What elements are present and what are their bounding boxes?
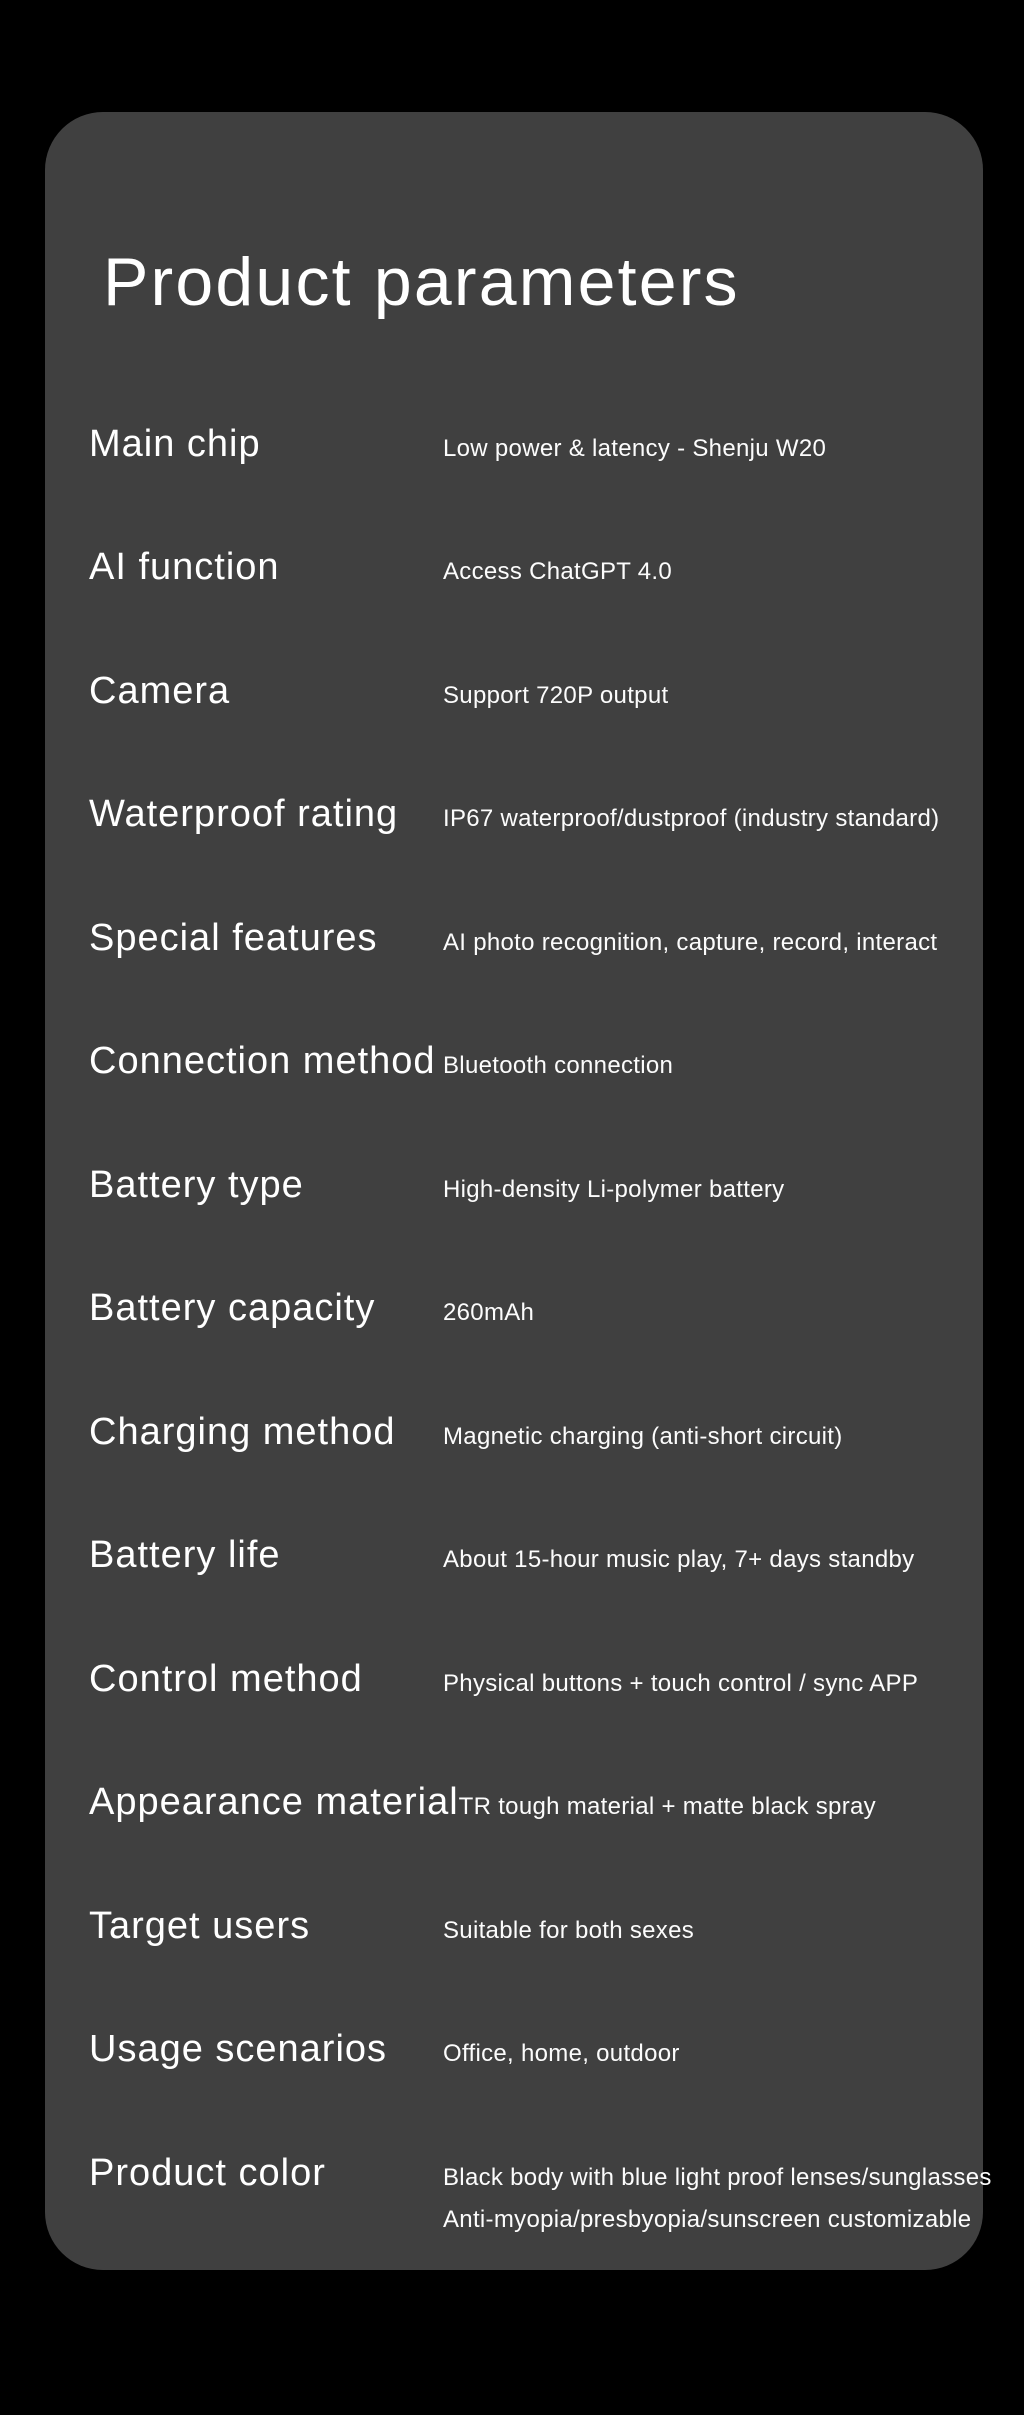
spec-value [443, 1416, 843, 1458]
spec-value [443, 1663, 918, 1705]
spec-row [89, 382, 979, 506]
spec-row [89, 506, 979, 630]
spec-value-line: Physical buttons + touch control / sync APP [443, 1669, 919, 1697]
spec-value [443, 1539, 914, 1581]
spec-value [443, 2157, 992, 2241]
spec-row [89, 1000, 979, 1124]
spec-value-line: Black body with blue light proof lenses/sunglasses [443, 2163, 992, 2191]
spec-value-line: Office, home, outdoor [443, 2040, 680, 2068]
spec-row [89, 1247, 979, 1371]
spec-value [443, 428, 826, 470]
spec-label: Control method [89, 1657, 363, 1700]
spec-value [443, 2033, 680, 2075]
spec-value-line: Anti-myopia/presbyopia/sunscreen customizable [443, 2205, 972, 2233]
spec-value-line: Magnetic charging (anti-short circuit) [443, 1422, 843, 1450]
spec-value-line: 260mAh [443, 1299, 535, 1327]
spec-value-line: Access ChatGPT 4.0 [443, 558, 673, 586]
spec-row [89, 753, 979, 877]
spec-label: Waterproof rating [89, 793, 399, 836]
spec-label: Target users [89, 1904, 311, 1947]
spec-row [89, 1741, 979, 1865]
spec-label: Appearance material [89, 1781, 459, 1824]
spec-value-line: Suitable for both sexes [443, 1916, 695, 1944]
spec-label: Connection method [89, 1040, 436, 1083]
product-parameters-card [45, 112, 992, 2270]
spec-label: Camera [89, 669, 231, 712]
spec-value [443, 675, 668, 717]
spec-label: AI function [89, 546, 280, 589]
spec-table [89, 382, 992, 2235]
spec-value [443, 922, 937, 964]
spec-label: Battery life [89, 1534, 281, 1577]
spec-value [443, 1169, 784, 1211]
spec-row [89, 876, 979, 1000]
spec-row [89, 1617, 979, 1741]
spec-row [89, 2111, 992, 2235]
spec-value-line: Bluetooth connection [443, 1052, 674, 1080]
spec-row [89, 1494, 979, 1618]
spec-value-line: AI photo recognition, capture, record, interact [443, 928, 938, 956]
spec-value-line: Support 720P output [443, 681, 669, 709]
spec-value-line: About 15-hour music play, 7+ days standby [443, 1546, 915, 1574]
spec-value [443, 1292, 534, 1334]
spec-label: Product color [89, 2151, 326, 2194]
spec-value-line: TR tough material + matte black spray [458, 1793, 876, 1821]
spec-row [89, 1123, 979, 1247]
spec-value-line: Low power & latency - Shenju W20 [443, 434, 827, 462]
spec-row [89, 1370, 979, 1494]
spec-value-line: High-density Li-polymer battery [443, 1175, 785, 1203]
spec-value [443, 1045, 673, 1087]
spec-label: Charging method [89, 1410, 396, 1453]
page-title: Product parameters [103, 244, 740, 320]
spec-value [459, 1786, 876, 1828]
spec-value-line: IP67 waterproof/dustproof (industry standard) [443, 805, 940, 833]
spec-label: Main chip [89, 422, 261, 465]
spec-label: Special features [89, 916, 378, 959]
spec-row [89, 1864, 979, 1988]
spec-row [89, 629, 979, 753]
spec-label: Battery capacity [89, 1287, 376, 1330]
spec-value [443, 798, 939, 840]
spec-value [443, 1910, 694, 1952]
spec-value [443, 551, 672, 593]
spec-label: Usage scenarios [89, 2028, 388, 2071]
spec-label: Battery type [89, 1163, 304, 1206]
spec-row [89, 1988, 979, 2112]
